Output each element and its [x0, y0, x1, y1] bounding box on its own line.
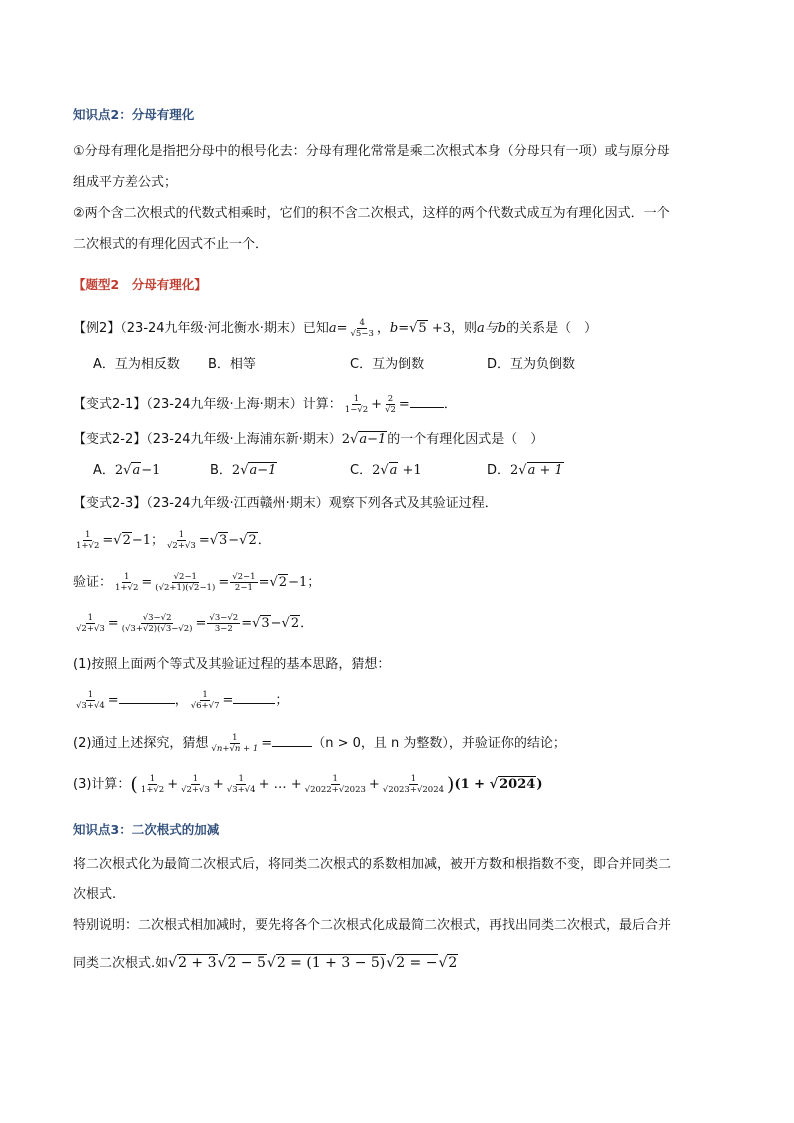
variant-2-2: 【变式2-2】（23-24九年级·上海浦东新·期末）2√a−1的一个有理化因式是（ ） [73, 432, 544, 447]
question-1: (1)按照上面两个等式及其验证过程的基本思路，猜想： [73, 657, 391, 672]
option-b: B．2√a−1 [210, 463, 277, 478]
kp3-paragraph-2b: 同类二次根式.如√2 + 3√2 − 5√2 = (1 + 3 − 5)√2 = −√2 [73, 955, 458, 971]
section-title-type2: 【题型2 分母有理化】 [73, 277, 207, 292]
option-b: B．相等 [208, 357, 256, 372]
kp3-paragraph-2a: 特别说明：二次根式相加减时，要先将各个二次根式化成最简二次根式，再找出同类二次根式，最后合并 [73, 918, 672, 933]
section-title-kp2: 知识点2：分母有理化 [73, 107, 195, 122]
option-a: A．互为相反数 [93, 357, 180, 372]
example-2: 【例2】（23-24九年级·河北衡水·期末）已知a= $\frac{4}{√5-3}$ ，b=√5 +3，则a与b的关系是（ ） [73, 318, 598, 339]
option-a: A．2√a−1 [93, 463, 161, 478]
kp2-paragraph-2a: ②两个含二次根式的代数式相乘时，它们的积不含二次根式，这样的两个代数式成互为有理化因式．一个 [73, 206, 670, 221]
kp2-paragraph-2b: 二次根式的有理化因式不止一个． [73, 237, 269, 252]
question-1-blanks: $\frac{1}{√3+√4}$ = ， $\frac{1}{√6+√7}$ = ； [76, 690, 289, 711]
observation-equations: $\frac{1}{1+√2}$ =√2−1； $\frac{1}{√2+√3}$ =√3−√2． [76, 530, 271, 551]
question-2: (2)通过上述探究，猜想 $\frac{1}{√n+√n + 1}$ = （n > 0，且 n 为整数），并验证你的结论； [73, 733, 566, 754]
option-c: C．互为倒数 [350, 357, 425, 372]
option-d: D．2√a + 1 [487, 463, 563, 478]
variant-2-3: 【变式2-3】（23-24九年级·江西赣州·期末）观察下列各式及其验证过程． [73, 496, 498, 511]
verification-line-2: $\frac{1}{√2+√3}$ = $\frac{√3-√2}{(√3+√2)(√3-√2)}$ = $\frac{√3-√2}{3-2}$ =√3−√2． [76, 613, 314, 634]
kp3-paragraph-1b: 次根式. [73, 887, 117, 902]
kp3-paragraph-1a: 将二次根式化为最简二次根式后，将同类二次根式的系数相加减，被开方数和根指数不变，即合并同类二 [73, 857, 672, 872]
fraction: $\frac{4}{√5-3}$ [350, 318, 374, 339]
kp2-paragraph-1a: ①分母有理化是指把分母中的根号化去：分母有理化常常是乘二次根式本身（分母只有一项）或与原分母 [73, 144, 670, 159]
variant-2-1: 【变式2-1】（23-24九年级·上海·期末）计算： $\frac{1}{1-√2}$ + $\frac{2}{√2}$ = ． [73, 394, 457, 415]
section-title-kp3: 知识点3：二次根式的加减 [73, 822, 220, 837]
question-3: (3)计算：( $\frac{1}{1+√2}$ + $\frac{1}{√2+√3}$ + $\frac{1}{√3+√4}$ + … + $\frac{1}{√2022+√2023}$ + $\frac{1}{√2023+√2024}$ )(1 + √2024) [73, 773, 543, 796]
option-d: D．互为负倒数 [487, 357, 576, 372]
example-source: （23-24九年级·河北衡水·期末）已知 [120, 321, 329, 336]
option-c: C．2√a +1 [350, 463, 422, 478]
verification-line-1: 验证： $\frac{1}{1+√2}$ = $\frac{√2-1}{(√2+1)(√2-1)}$ = $\frac{√2-1}{2-1}$ =√2−1； [73, 572, 321, 593]
kp2-paragraph-1b: 组成平方差公式； [73, 175, 178, 190]
example-label: 【例2】 [73, 321, 121, 336]
